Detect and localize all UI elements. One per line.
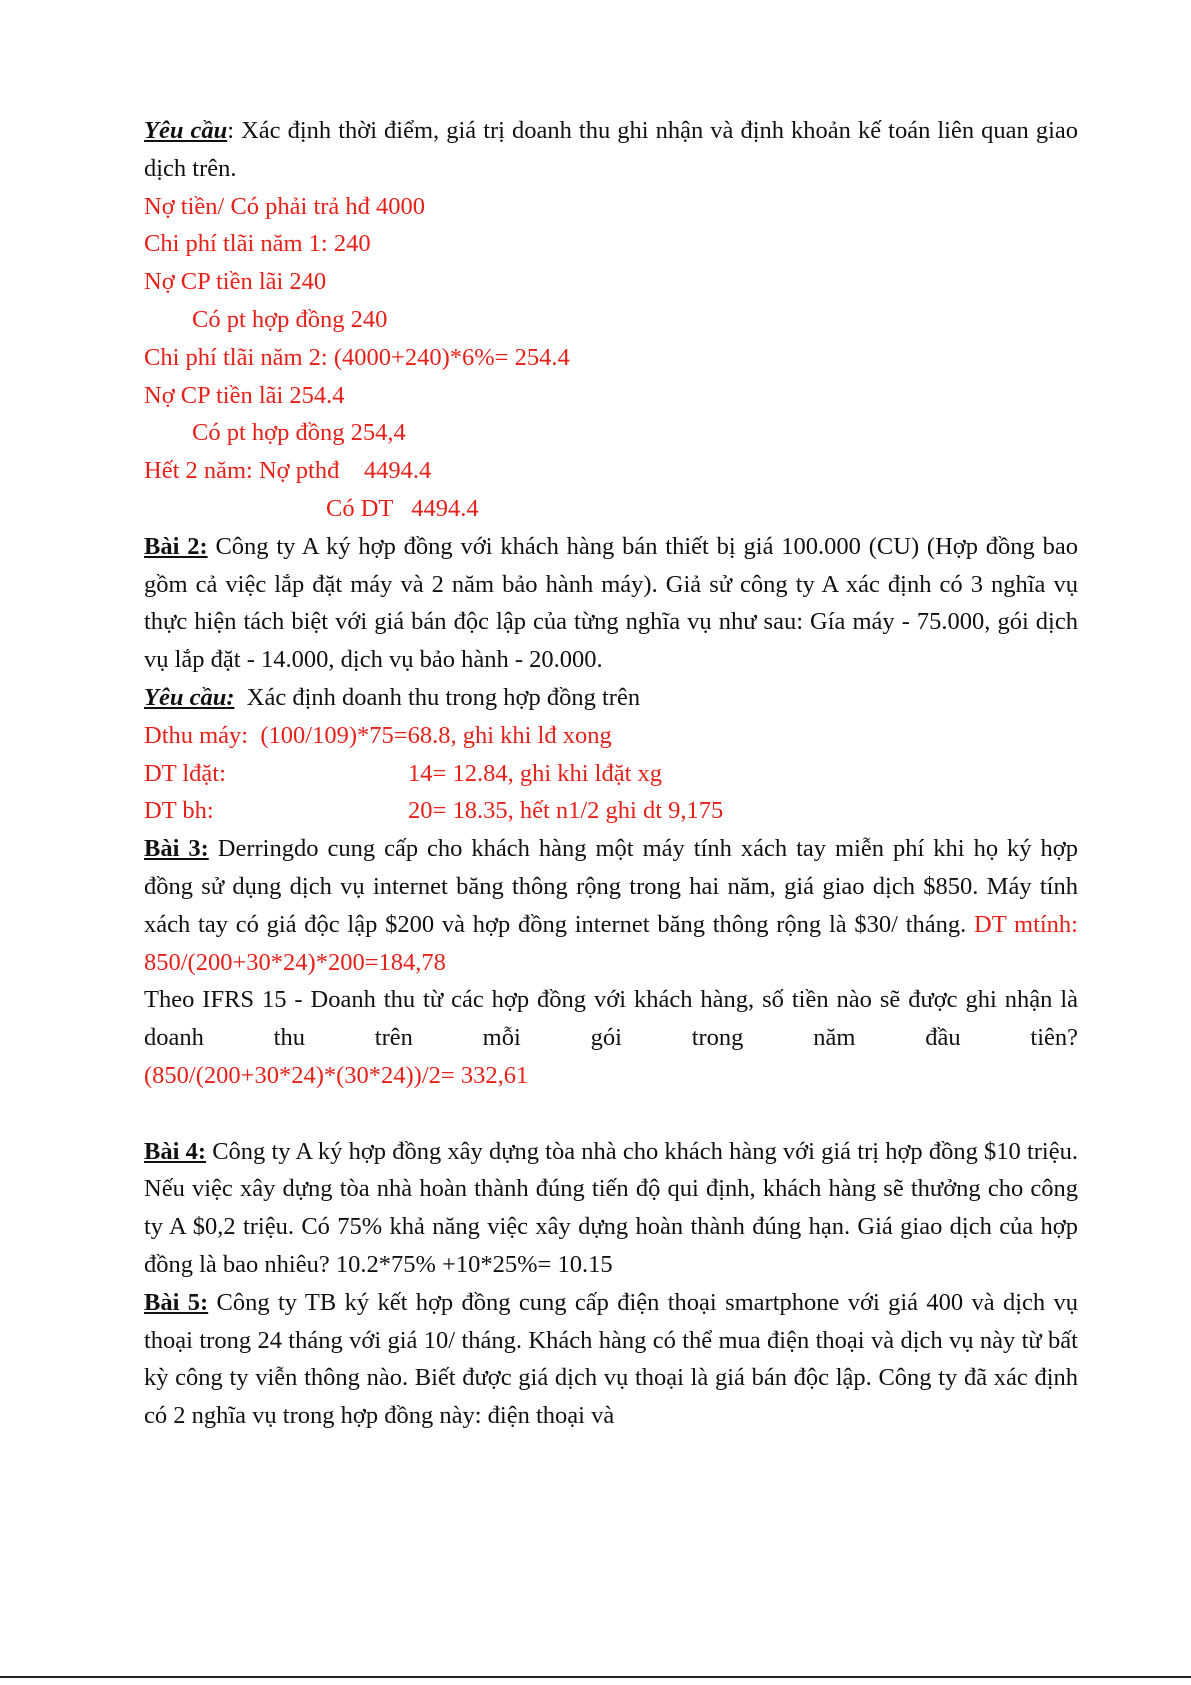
bai3-text: Derringdo cung cấp cho khách hàng một máy tính xách tay miễn phí khi họ ký hợp đồng sử dụng dịch vụ internet băng thông rộng trong hai năm, giá giao dịch $850. Máy tính xách tay có giá độc lập $200 và hợp đồng internet băng thông rộng là $30/ tháng.: [144, 835, 1078, 938]
bai2-answer-label: Dthu máy:: [144, 721, 249, 749]
page-bottom-rule: [0, 1676, 1191, 1678]
bai2-answer-label: DT bh:: [144, 797, 214, 825]
blank-line: [144, 1095, 1078, 1133]
bai4-text: Công ty A ký hợp đồng xây dựng tòa nhà cho khách hàng với giá trị hợp đồng $10 triệu. Nếu việc xây dựng tòa nhà hoàn thành đúng tiến độ qui định, khách hàng sẽ thưởng cho công ty A $0,2 triệu. Có 75% khả năng việc xây dựng hoàn thành đúng hạn. Giá giao dịch của hợp đồng là bao nhiêu? 10.2*75% +10*25%= 10.15: [144, 1137, 1078, 1278]
bai2-answer-value: (100/109)*75=68.8, ghi khi lđ xong: [248, 721, 612, 749]
answer-line: Chi phí tlãi năm 1: 240: [144, 230, 371, 258]
bai2-paragraph: [144, 528, 1078, 679]
answer-line: Có DT 4494.4: [326, 494, 479, 522]
bai2-answer-label: DT lđặt:: [144, 759, 226, 787]
answer-line: Nợ CP tiền lãi 254.4: [144, 381, 345, 409]
bai3-paragraph: [144, 830, 1078, 981]
bai3-label: Bài 3:: [144, 835, 209, 863]
bai2-label: Bài 2:: [144, 532, 208, 560]
intro-text: : Xác định thời điểm, giá trị doanh thu ghi nhận và định khoản kế toán liên quan giao dịch trên.: [144, 117, 1078, 182]
answer-line: Có pt hợp đồng 254,4: [192, 419, 406, 447]
bai2-answer-value: 14= 12.84, ghi khi lđặt xg: [408, 759, 663, 787]
answer-line: Hết 2 năm: Nợ pthđ 4494.4: [144, 457, 432, 485]
bai2-text: Công ty A ký hợp đồng với khách hàng bán thiết bị giá 100.000 (CU) (Hợp đồng bao gồm cả việc lắp đặt máy và 2 năm bảo hành máy). Giả sử công ty A xác định có 3 nghĩa vụ thực hiện tách biệt với giá bán độc lập của từng nghĩa vụ như sau: Gía máy - 75.000, gói dịch vụ lắp đặt - 14.000, dịch vụ bảo hành - 20.000.: [144, 532, 1079, 674]
intro-paragraph: [144, 112, 1078, 188]
bai2-requirement: [144, 679, 1078, 717]
bai3-question: Theo IFRS 15 - Doanh thu từ các hợp đồng với khách hàng, số tiền nào sẽ được ghi nhận là doanh thu trên mỗi gói trong năm đầu tiên?: [144, 986, 1078, 1052]
bai5-paragraph: [144, 1284, 1078, 1435]
intro-label: Yêu cầu: [144, 117, 228, 144]
bai2-req-text: Xác định doanh thu trong hợp đồng trên: [234, 683, 641, 711]
bai2-answer-row: [144, 755, 1078, 793]
bai4-paragraph: [144, 1133, 1078, 1284]
answer-line: Nợ tiền/ Có phải trả hđ 4000: [144, 192, 426, 220]
bai2-answer-value: 20= 18.35, hết n1/2 ghi dt 9,175: [408, 797, 724, 825]
bai2-answer-row: [144, 792, 1078, 830]
bai5-label: Bài 5:: [144, 1288, 209, 1316]
bai3-inline-answer: DT mtính: 850/(200+30*24)*200=184,78: [144, 910, 1078, 976]
bai5-text: Công ty TB ký kết hợp đồng cung cấp điện thoại smartphone với giá 400 và dịch vụ thoại trong 24 tháng với giá 10/ tháng. Khách hàng có thể mua điện thoại và dịch vụ này từ bất kỳ công ty viễn thông nào. Biết được giá dịch vụ thoại là giá bán độc lập. Công ty đã xác định có 2 nghĩa vụ trong hợp đồng này: điện thoại và: [144, 1288, 1079, 1430]
answer-line: Có pt hợp đồng 240: [192, 305, 388, 333]
bai2-answer-row: [144, 717, 1078, 755]
bai3-answer: (850/(200+30*24)*(30*24))/2= 332,61: [144, 1061, 529, 1089]
answer-line: Chi phí tlãi năm 2: (4000+240)*6%= 254.4: [144, 343, 570, 371]
bai4-label: Bài 4:: [144, 1137, 206, 1165]
answer-line: Nợ CP tiền lãi 240: [144, 268, 327, 296]
bai2-req-label: Yêu cầu:: [144, 683, 235, 711]
document-page: [144, 112, 1078, 1435]
